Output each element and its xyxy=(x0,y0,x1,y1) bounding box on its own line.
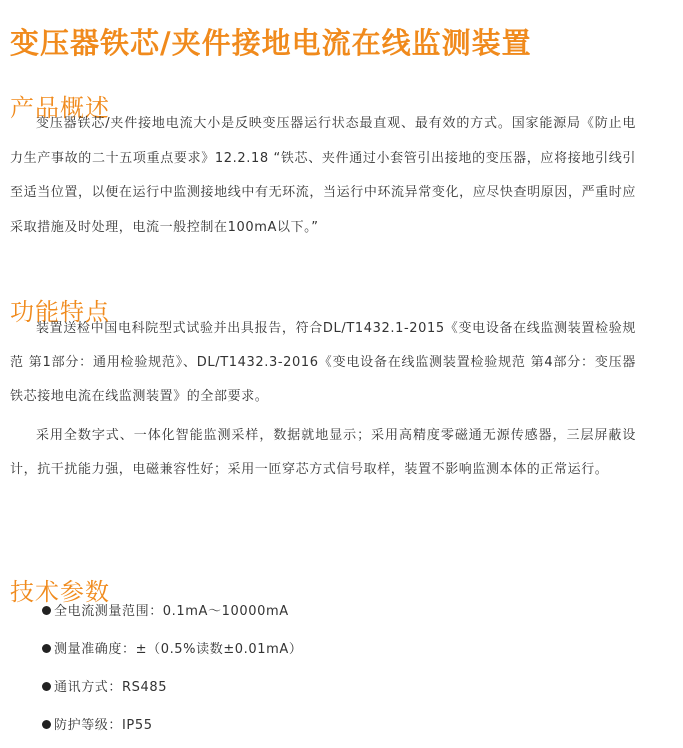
spec-item-label: 防护等级：IP55 xyxy=(54,718,153,733)
features-paragraph-2: 采用全数字式、一体化智能监测采样，数据就地显示；采用高精度零磁通无源传感器，三层屏蔽设计，抗干扰能力强，电磁兼容性好；采用一匝穿芯方式信号取样，装置不影响监测本体的正常运行。 xyxy=(10,428,636,477)
spec-item-accuracy xyxy=(42,634,303,672)
bullet-icon xyxy=(42,682,51,691)
section-heading-specs: 技术参数 xyxy=(10,577,110,606)
spec-list xyxy=(42,596,303,748)
spec-item-protection xyxy=(42,710,303,748)
spec-item-communication xyxy=(42,672,303,710)
spec-item-label: 通讯方式：RS485 xyxy=(54,680,168,695)
bullet-icon xyxy=(42,720,51,729)
section-heading-overview: 产品概述 xyxy=(10,93,110,122)
overview-paragraph: 变压器铁芯/夹件接地电流大小是反映变压器运行状态最直观、最有效的方式。国家能源局《防止电力生产事故的二十五项重点要求》12.2.18 “铁芯、夹件通过小套管引出接地的变压器，应将接地引线引至适当位置，以便在运行中监测接地线中有无环流，当运行中环流异常变化，应尽快查明原因，严重时应采取措施及时处理，电流一般控制在100mA以下。” xyxy=(10,116,636,235)
spec-item-label: 全电流测量范围：0.1mA～10000mA xyxy=(54,604,289,619)
spec-item-range xyxy=(42,596,303,634)
page-title: 变压器铁芯/夹件接地电流在线监测装置 xyxy=(10,26,532,61)
bullet-icon xyxy=(42,644,51,653)
section-heading-features: 功能特点 xyxy=(10,297,110,326)
features-paragraph-1: 装置送检中国电科院型式试验并出具报告，符合DL/T1432.1-2015《变电设备在线监测装置检验规范 第1部分：通用检验规范》、DL/T1432.3-2016《变电设备在线监测装置检验规范 第4部分：变压器铁芯接地电流在线监测装置》的全部要求。 xyxy=(10,321,636,404)
spec-item-label: 测量准确度：±（0.5%读数±0.01mA） xyxy=(54,642,303,657)
bullet-icon xyxy=(42,606,51,615)
